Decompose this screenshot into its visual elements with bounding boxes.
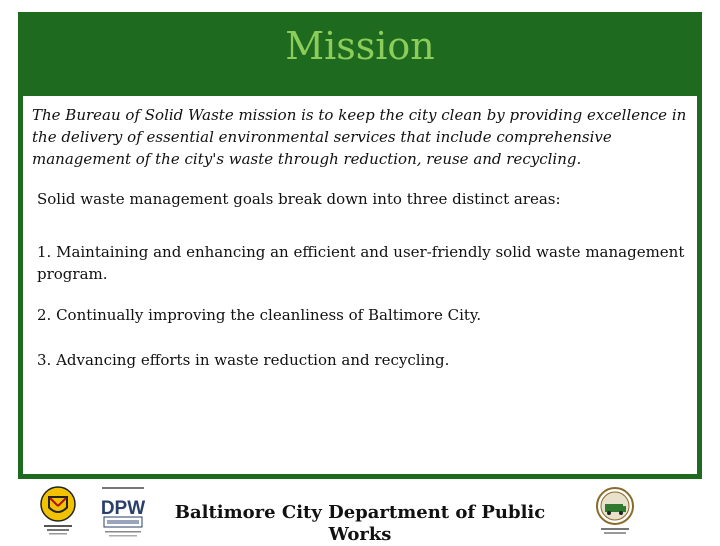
dpw-logo-icon: [100, 486, 146, 538]
slide-frame: [18, 12, 702, 479]
city-seal-icon: [38, 484, 78, 538]
bureau-seal-icon: [594, 486, 636, 538]
dpw-logo-text: DPW: [100, 498, 146, 519]
goals-intro: Solid waste management goals break down into three distinct areas:: [37, 190, 561, 208]
footer: [0, 480, 720, 545]
footer-org-name: Baltimore City Department of Public Works: [174, 502, 546, 545]
mission-statement: The Bureau of Solid Waste mission is to keep the city clean by providing excellence in the delivery of essential environmental services that include comprehensive management of the city's waste through reduction, reuse and recycling.: [32, 106, 687, 168]
content-box: [23, 96, 697, 474]
goal-item: 3. Advancing efforts in waste reduction and recycling.: [37, 351, 450, 369]
goal-item: 2. Continually improving the cleanliness of Baltimore City.: [37, 306, 482, 324]
slide-title: Mission: [285, 24, 435, 68]
title-bar: [20, 14, 700, 94]
goal-item: 1. Maintaining and enhancing an efficient and user-friendly solid waste management program.: [37, 243, 685, 283]
